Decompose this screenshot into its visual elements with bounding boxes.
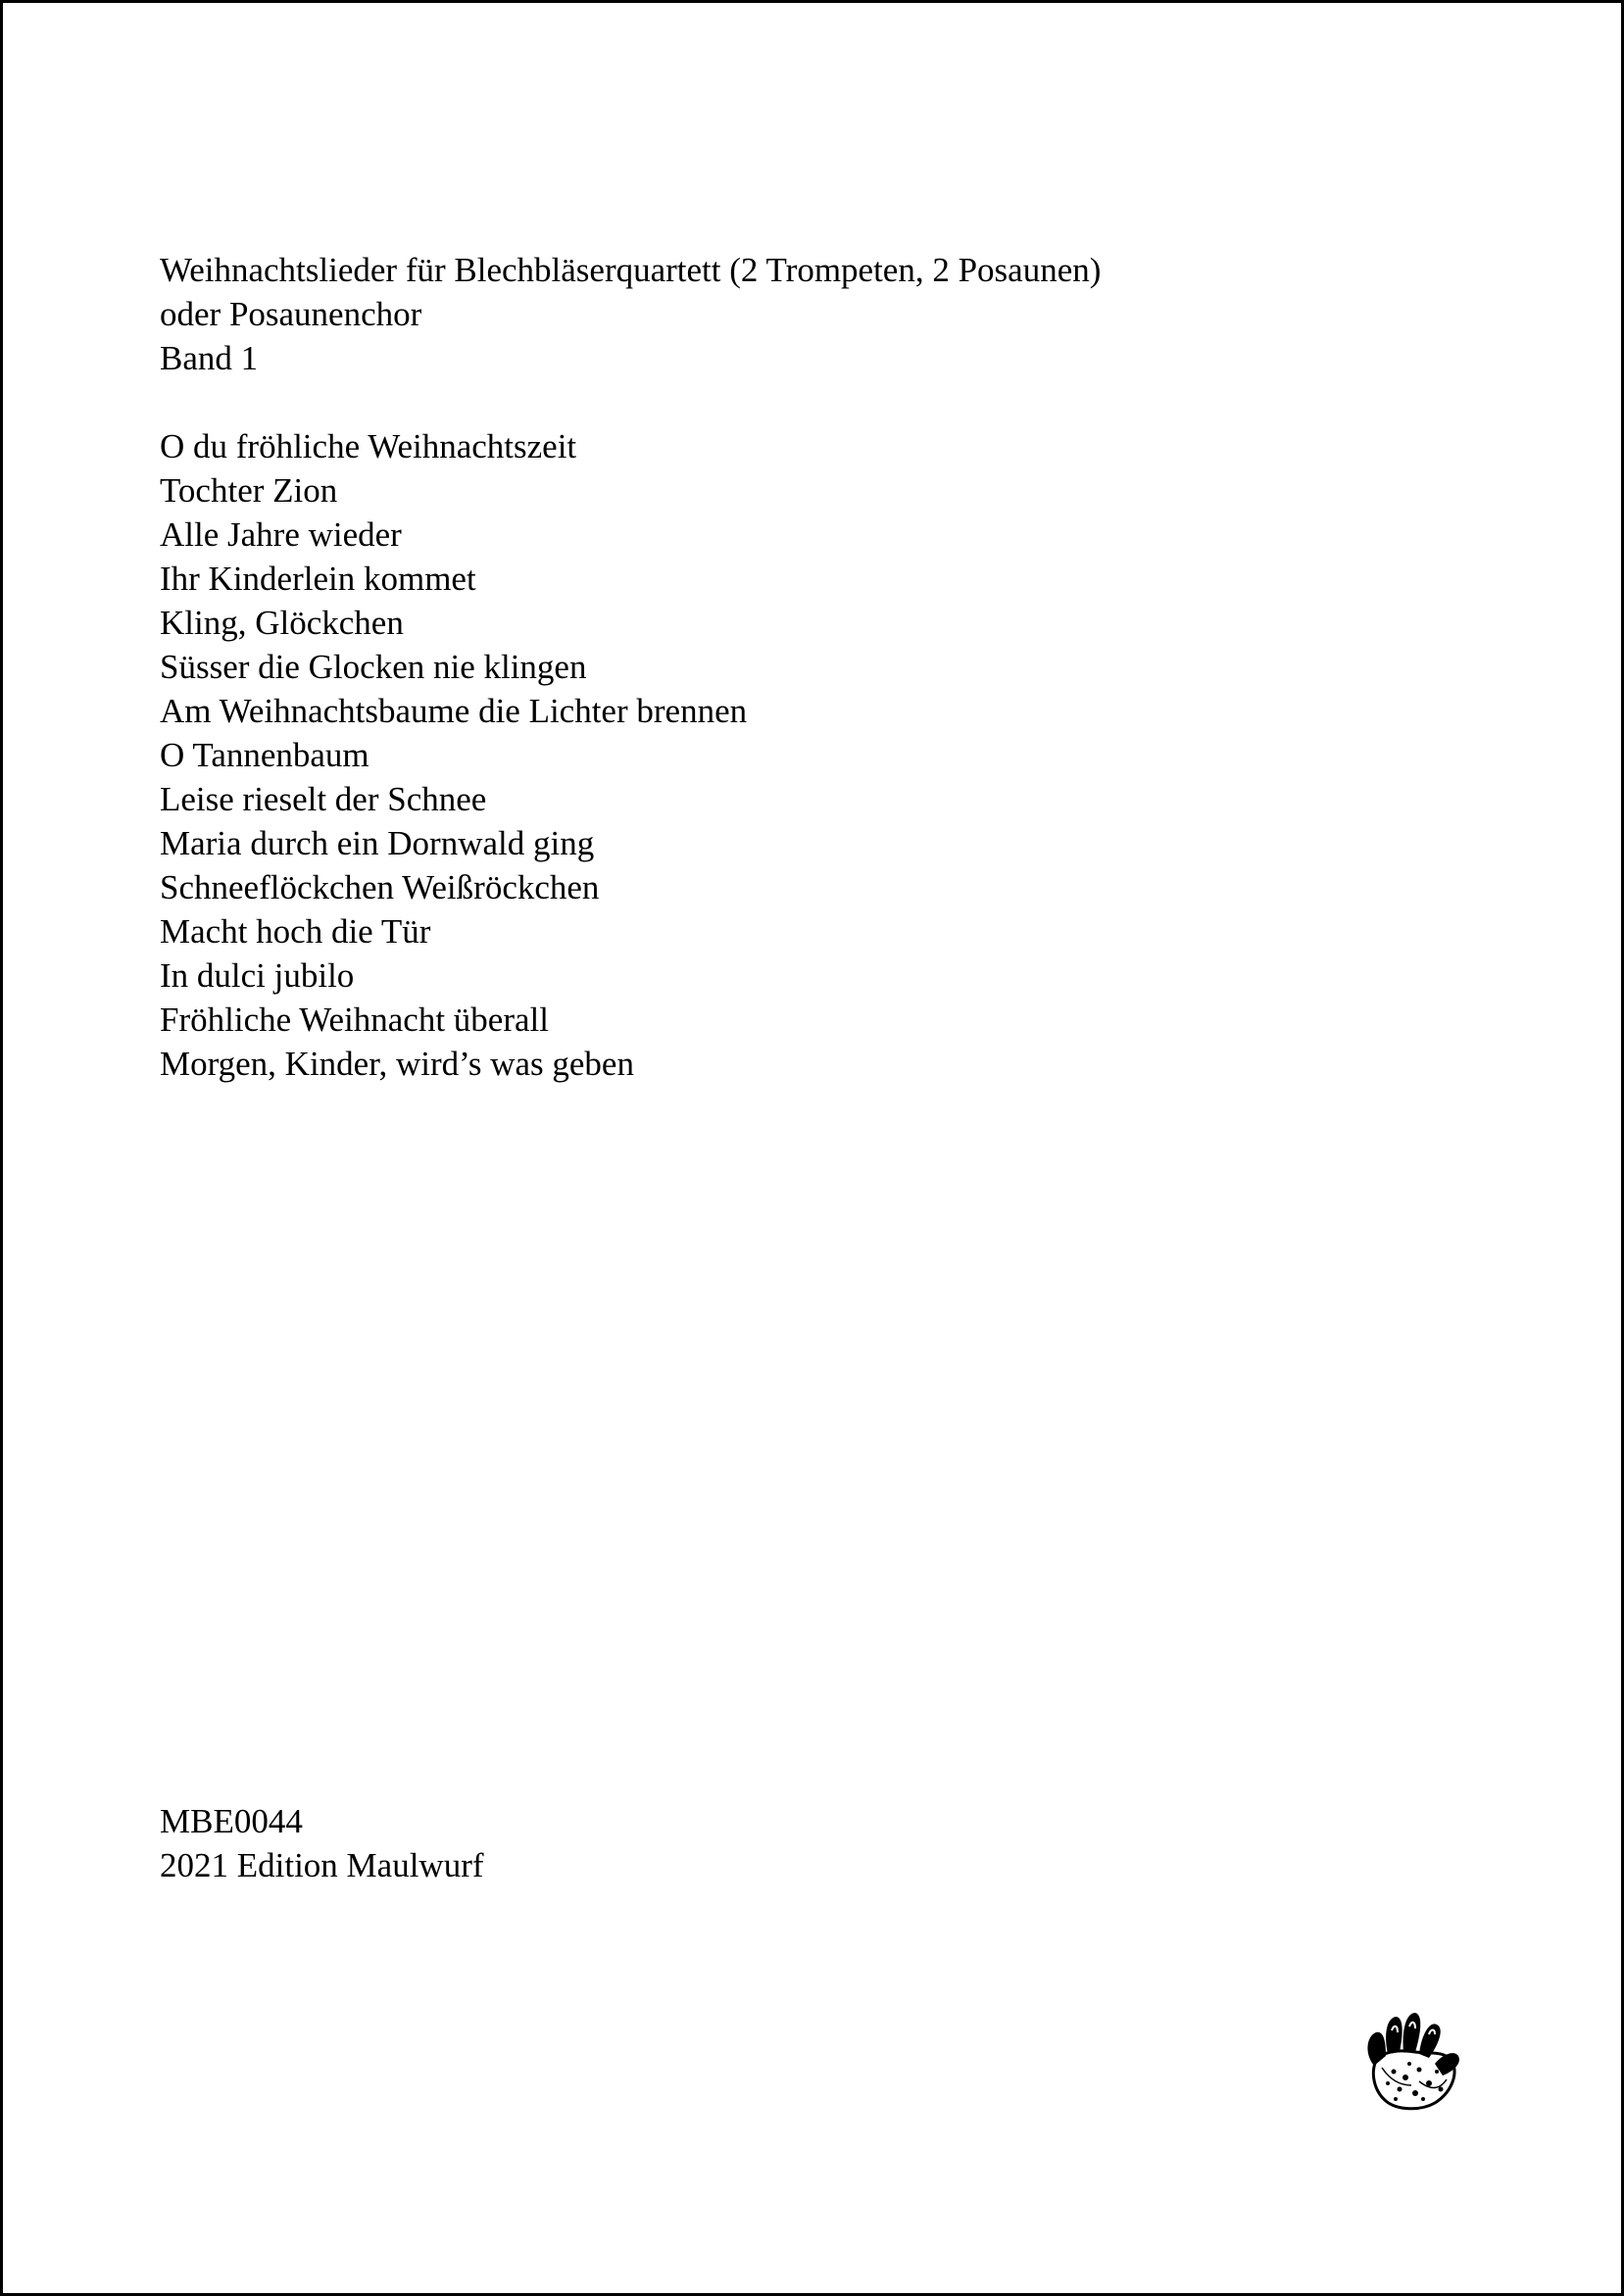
subtitle-line: oder Posaunenchor <box>160 295 422 333</box>
song-item: Am Weihnachtsbaume die Lichter brennen <box>160 692 748 730</box>
paw-finger <box>1386 2017 1403 2054</box>
song-item: Tochter Zion <box>160 471 338 510</box>
mole-paw-icon <box>1360 2007 1468 2115</box>
publisher-line: 2021 Edition Maulwurf <box>160 1846 484 1884</box>
song-item: O du fröhliche Weihnachtszeit <box>160 427 577 465</box>
title-line: Weihnachtslieder für Blechbläserquartett (2 Trompeten, 2 Posaunen) <box>160 251 1102 289</box>
song-item: Süsser die Glocken nie klingen <box>160 648 587 686</box>
imprint <box>160 1799 484 1887</box>
song-item: Fröhliche Weihnacht überall <box>160 1001 549 1039</box>
song-item: Alle Jahre wieder <box>160 515 402 554</box>
song-item: Macht hoch die Tür <box>160 912 431 951</box>
song-item: O Tannenbaum <box>160 736 369 774</box>
catalog-number: MBE0044 <box>160 1802 303 1840</box>
song-item: In dulci jubilo <box>160 956 355 995</box>
song-list <box>160 424 747 1086</box>
song-item: Kling, Glöckchen <box>160 604 404 642</box>
volume-line: Band 1 <box>160 339 259 377</box>
song-item: Leise rieselt der Schnee <box>160 780 487 818</box>
song-item: Morgen, Kinder, wird’s was geben <box>160 1045 634 1083</box>
paw-finger <box>1403 2013 1421 2052</box>
title-block <box>160 248 1101 380</box>
song-item: Maria durch ein Dornwald ging <box>160 824 595 862</box>
song-item: Schneeflöckchen Weißröckchen <box>160 868 600 906</box>
song-item: Ihr Kinderlein kommet <box>160 560 476 598</box>
